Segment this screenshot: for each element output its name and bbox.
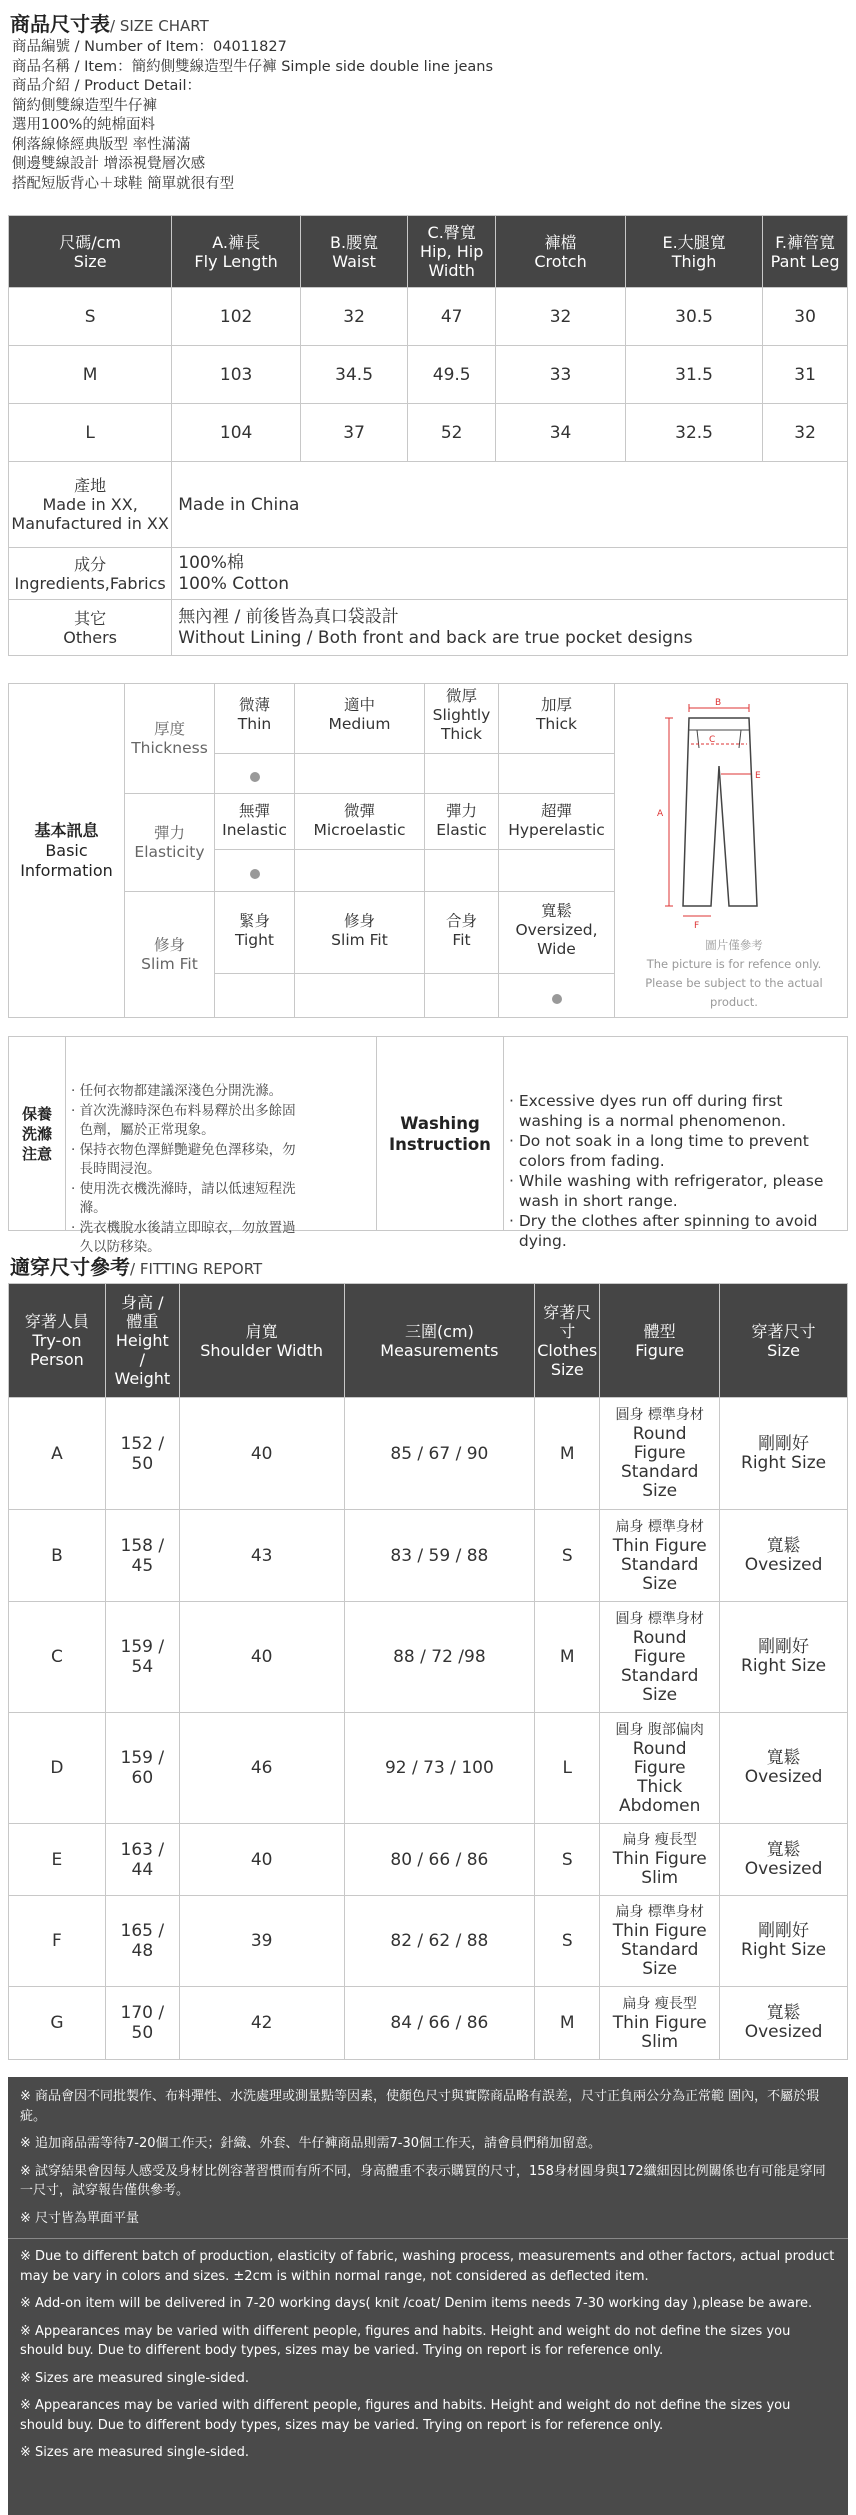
header-measurements: 三圍(cm) Measurements [344, 1284, 535, 1398]
note-en: ※ Sizes are measured single-sided. [20, 2370, 250, 2386]
option-inelastic: 無彈 Inelastic [215, 794, 295, 850]
header-thigh: E.大腿寬 Thigh [625, 216, 762, 288]
option-fit: 合身 Fit [425, 892, 499, 974]
table-row: E 163 / 44 40 80 / 66 / 86 S 扁身 瘦長型 Thin Figure Slim 寬鬆 Ovesized [9, 1824, 848, 1896]
table-row: F 165 / 48 39 82 / 62 / 88 S 扁身 標準身材 Thin Figure Standard Size 剛剛好 Right Size [9, 1896, 848, 1987]
thigh-cell: 32.5 [625, 404, 762, 462]
title-en: / SIZE CHART [110, 17, 209, 35]
pants-diagram [649, 696, 799, 956]
info-line: 商品名稱 / Item：簡約側雙線造型牛仔褲 Simple side double line jeans [12, 58, 494, 75]
info-line: 俐落線條經典版型 率性滿滿 [12, 136, 191, 153]
crotch-cell: 33 [496, 346, 626, 404]
option-hyperelastic: 超彈 Hyperelastic [499, 794, 615, 850]
washing-panel [8, 1036, 848, 1255]
option-thin: 微薄 Thin [215, 684, 295, 754]
fitting-header-row [9, 1284, 848, 1398]
diagram-label-c: C [709, 735, 716, 745]
note-en: ※ Appearances may be varied with different people, figures and habits. Height and weight do not define the sizes you should buy. Due to different body types, sizes may be varied. Trying on report is for reference only. [20, 2323, 791, 2358]
fabric-row [9, 548, 848, 600]
slim-fit-label: 修身 Slim Fit [125, 892, 215, 1017]
length-cell: 103 [172, 346, 301, 404]
option-medium: 適中 Medium [295, 684, 425, 754]
size-cell: L [9, 404, 172, 462]
waist-cell: 32 [300, 288, 407, 346]
table-row: D 159 / 60 46 92 / 73 / 100 L 圓身 腹部偏肉 Round Figure Thick Abdomen 寬鬆 Ovesized [9, 1713, 848, 1824]
slim-fit-selected-dot [499, 974, 615, 1017]
info-line: 簡約側雙線造型牛仔褲 [12, 97, 157, 114]
pant-leg-cell: 30 [763, 288, 848, 346]
diagram-caption: 圖片僅參考 The picture is for refence only. Please be subject to the actual product. [645, 938, 823, 1009]
option-slim-fit: 修身 Slim Fit [295, 892, 425, 974]
option-slightly-thick: 微厚 Slightly Thick [425, 684, 499, 754]
header-shoulder: 肩寬 Shoulder Width [179, 1284, 344, 1398]
size-chart-title [10, 8, 209, 37]
hip-cell: 52 [408, 404, 496, 462]
origin-label: 產地 Made in XX, Manufactured in XX [9, 462, 172, 548]
info-line: 選用100%的純棉面料 [12, 117, 155, 133]
length-cell: 102 [172, 288, 301, 346]
note-en: ※ Due to different batch of production, elasticity of fabric, washing process, measurements and other factors, actual product may be vary in colors and sizes. ±2cm is within normal range, not considered as deflected item. [20, 2249, 835, 2284]
fabric-label: 成分 Ingredients,Fabrics [9, 548, 172, 600]
basic-info-panel [8, 683, 848, 1018]
title-cn: 商品尺寸表 [10, 12, 110, 36]
table-row [9, 404, 848, 462]
table-row: C 159 / 54 40 88 / 72 /98 M 圓身 標準身材 Round Figure Standard Size 剛剛好 Right Size [9, 1602, 848, 1713]
crotch-cell: 34 [496, 404, 626, 462]
pant-leg-cell: 32 [763, 404, 848, 462]
table-row: A 152 / 50 40 85 / 67 / 90 M 圓身 標準身材 Round Figure Standard Size 剛剛好 Right Size [9, 1398, 848, 1510]
washing-en-text: · Excessive dyes run off during first washing is a normal phenomenon. · Do not soak in a long time to prevent colors from fading. · While washing with refrigerator, please wash in short range. · Dry the clothes after spinning to avoid dying. [509, 1092, 824, 1250]
header-length: A.褲長 Fly Length [172, 216, 301, 288]
pant-leg-cell: 31 [763, 346, 848, 404]
length-cell: 104 [172, 404, 301, 462]
table-row: B 158 / 45 43 83 / 59 / 88 S 扁身 標準身材 Thin Figure Standard Size 寬鬆 Ovesized [9, 1510, 848, 1602]
header-hip: C.臀寬 Hip, Hip Width [408, 216, 496, 288]
note-cn: ※ 試穿結果會因每人感受及身材比例容著習慣而有所不同，身高體重不表示購買的尺寸，158身材圓身與172纖細因比例關係也有可能是穿同一尺寸，試穿報告僅供參考。 [20, 2163, 826, 2198]
note-cn: ※ 尺寸皆為單面平量 [20, 2210, 140, 2226]
size-header-row [9, 216, 848, 288]
option-oversized: 寬鬆 Oversized, Wide [499, 892, 615, 974]
other-label: 其它 Others [9, 600, 172, 656]
header-pant-leg: F.褲管寬 Pant Leg [763, 216, 848, 288]
info-line: 商品編號 / Number of Item：04011827 [12, 39, 287, 55]
table-row [9, 288, 848, 346]
fitting-report-title: 適穿尺寸參考/ FITTING REPORT [10, 1255, 263, 1279]
fabric-value: 100%棉 100% Cotton [172, 548, 848, 600]
size-cell: S [9, 288, 172, 346]
basic-info-label: 基本訊息 Basic Information [9, 684, 125, 1017]
other-value: 無內裡 / 前後皆為真口袋設計 Without Lining / Both front and back are true pocket designs [172, 600, 848, 656]
option-microelastic: 微彈 Microelastic [295, 794, 425, 850]
origin-value: Made in China [172, 462, 848, 548]
note-en: ※ Sizes are measured single-sided. [20, 2445, 250, 2460]
diagram-label-a: A [657, 809, 664, 819]
washing-label-cn: 保養 洗滌 注意 [9, 1037, 66, 1230]
info-line: 商品介紹 / Product Detail： [12, 78, 201, 94]
size-cell: M [9, 346, 172, 404]
washing-cn-text: · 任何衣物都建議深淺色分開洗滌。 · 首次洗滌時深色布料易釋於出多餘固 色劑，屬於正常現象。 · 保持衣物色澤鮮艷避免色澤移染，勿 長時間浸泡。 · 使用洗衣機洗滌時，請以低速短程洗 滌。 · 洗衣機脫水後請立即晾衣，勿放置過 久以防移染。 [71, 1083, 296, 1255]
notes-divider [8, 2238, 848, 2239]
note-en: ※ Add-on item will be delivered in 7-20 working days( knit /coat/ Denim items needs 7-30 working day ),please be aware. [20, 2296, 813, 2311]
header-crotch: 褲檔 Crotch [496, 216, 626, 288]
diagram-label-f: F [694, 921, 700, 931]
header-height-weight: 身高 / 體重 Height / Weight [105, 1284, 179, 1398]
header-figure: 體型 Figure [600, 1284, 720, 1398]
note-cn: ※ 商品會因不同批製作、布料彈性、水洗處理或測量點等因素，使顏色尺寸與實際商品略有誤差，尺寸正負兩公分為正常範 圍內，不屬於瑕疵。 [20, 2089, 820, 2124]
note-cn: ※ 追加商品需等待7-20個工作天；針織、外套、牛仔褲商品則需7-30個工作天，請會員們稍加留意。 [20, 2136, 602, 2151]
option-thick: 加厚 Thick [499, 684, 615, 754]
product-info [12, 38, 493, 194]
note-en: ※ Appearances may be varied with different people, figures and habits. Height and weight do not define the sizes you should buy. Due to different body types, sizes may be varied. Trying on report is for reference only. [20, 2398, 791, 2433]
fitting-table [8, 1283, 848, 2060]
thickness-selected-dot [215, 754, 295, 794]
header-waist: B.腰寬 Waist [300, 216, 407, 288]
header-size: 尺碼/cm Size [9, 216, 172, 288]
washing-label-en: Washing Instruction [376, 1037, 504, 1230]
notes-panel [8, 2077, 848, 2515]
table-row: G 170 / 50 42 84 / 66 / 86 M 扁身 瘦長型 Thin Figure Slim 寬鬆 Ovesized [9, 1987, 848, 2060]
waist-cell: 34.5 [300, 346, 407, 404]
option-elastic: 彈力 Elastic [425, 794, 499, 850]
thigh-cell: 31.5 [625, 346, 762, 404]
elasticity-label: 彈力 Elasticity [125, 794, 215, 892]
thigh-cell: 30.5 [625, 288, 762, 346]
table-row [9, 346, 848, 404]
thickness-label: 厚度 Thickness [125, 684, 215, 794]
size-table [8, 215, 848, 656]
diagram-label-e: E [755, 771, 761, 781]
origin-row [9, 462, 848, 548]
option-tight: 緊身 Tight [215, 892, 295, 974]
hip-cell: 49.5 [408, 346, 496, 404]
header-person: 穿著人員 Try-on Person [9, 1284, 106, 1398]
crotch-cell: 32 [496, 288, 626, 346]
other-row [9, 600, 848, 656]
diagram-label-b: B [715, 698, 722, 708]
info-line: 搭配短版背心＋球鞋 簡單就很有型 [12, 175, 235, 192]
waist-cell: 37 [300, 404, 407, 462]
elasticity-selected-dot [215, 850, 295, 892]
hip-cell: 47 [408, 288, 496, 346]
header-clothes-size: 穿著尺 寸 Clothes Size [535, 1284, 600, 1398]
info-line: 側邊雙線設計 增添視覺層次感 [12, 156, 206, 172]
header-fit-size: 穿著尺寸 Size [720, 1284, 848, 1398]
